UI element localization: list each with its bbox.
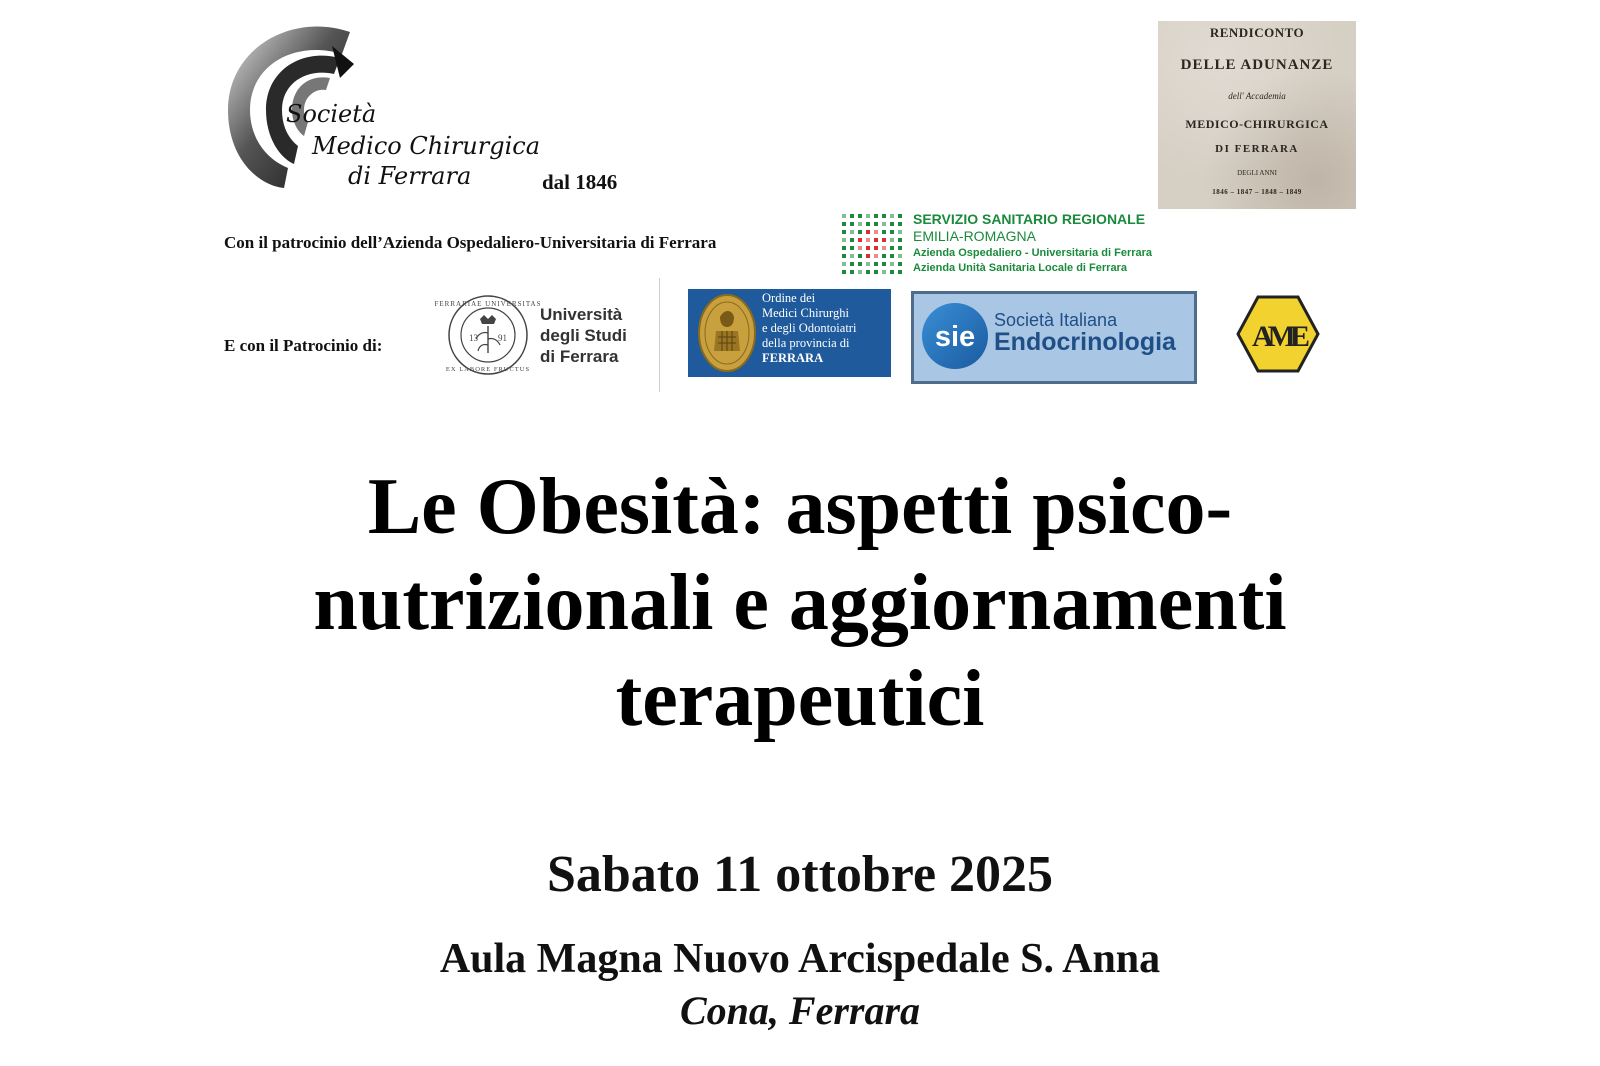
ssr-dot [866, 246, 870, 250]
book-line6: DEGLI ANNI [1237, 169, 1277, 177]
ssr-dot [850, 230, 854, 234]
book-line5: DI FERRARA [1215, 143, 1299, 155]
ssr-dot [866, 262, 870, 266]
ssr-dot [898, 270, 902, 274]
ssr-dot [882, 222, 886, 226]
ssr-dot [850, 238, 854, 242]
ssr-dot [898, 254, 902, 258]
ssr-dot [898, 246, 902, 250]
ssr-dot [850, 214, 854, 218]
ssr-dot [882, 214, 886, 218]
ssr-dot [890, 214, 894, 218]
order-line3: e degli Odontoiatri [762, 321, 857, 335]
ssr-dot [874, 246, 878, 250]
ssr-logo [840, 210, 1170, 278]
ssr-dot [850, 270, 854, 274]
ssr-dot [898, 230, 902, 234]
university-line3: di Ferrara [540, 347, 619, 366]
event-venue: Aula Magna Nuovo Arcispedale S. Anna [439, 936, 1161, 982]
order-line4: della provincia di [762, 336, 850, 350]
university-seal-icon [434, 293, 542, 377]
society-name-line3: di Ferrara [348, 162, 472, 190]
event-title-line3: terapeutici [615, 655, 985, 743]
sie-line1: Società Italiana [994, 310, 1118, 330]
ssr-dot [882, 262, 886, 266]
society-logo [222, 18, 642, 198]
sie-circle-icon [919, 300, 991, 372]
ssr-dot [890, 246, 894, 250]
order-line5: FERRARA [762, 351, 824, 365]
society-name-line2: Medico Chirurgica [312, 132, 541, 160]
ssr-dot [858, 246, 862, 250]
ssr-dot [858, 270, 862, 274]
book-cover-image [1158, 21, 1356, 209]
ssr-dot [858, 230, 862, 234]
university-line2: degli Studi [540, 326, 627, 345]
ssr-dot [842, 214, 846, 218]
ssr-dot [858, 238, 862, 242]
svg-text:13: 13 [469, 333, 478, 343]
ssr-dot [874, 254, 878, 258]
ssr-dot [898, 238, 902, 242]
ssr-dot [842, 222, 846, 226]
svg-text:FERRARIAE UNIVERSITAS: FERRARIAE UNIVERSITAS [434, 300, 542, 308]
book-line3: dell' Accademia [1228, 91, 1286, 101]
ssr-line2: EMILIA-ROMAGNA [913, 228, 1036, 244]
ssr-dot [890, 230, 894, 234]
ssr-dot [842, 230, 846, 234]
ssr-dot [874, 262, 878, 266]
ssr-line3: Azienda Ospedaliero - Universitaria di Ferrara [913, 247, 1153, 259]
ssr-dot [858, 214, 862, 218]
ssr-dot [898, 214, 902, 218]
svg-text:91: 91 [498, 333, 507, 343]
patronage-secondary-text: E con il Patrocinio di: [224, 336, 383, 355]
ssr-dots-icon [840, 212, 906, 278]
ssr-dot [850, 254, 854, 258]
ssr-dot [866, 222, 870, 226]
ssr-dot [874, 222, 878, 226]
event-title-line2: nutrizionali e aggiornamenti [313, 559, 1287, 647]
event-title-line1: Le Obesità: aspetti psico- [367, 463, 1233, 551]
ssr-dot [874, 238, 878, 242]
ssr-dot [842, 262, 846, 266]
ssr-dot [898, 262, 902, 266]
ssr-dot [898, 222, 902, 226]
event-city: Cona, Ferrara [679, 988, 921, 1033]
ssr-dot [858, 254, 862, 258]
ssr-dot [882, 254, 886, 258]
ssr-dot [890, 262, 894, 266]
logo-divider [659, 278, 660, 392]
svg-text:EX LABORE FRUCTUS: EX LABORE FRUCTUS [445, 366, 531, 373]
ssr-dot [866, 238, 870, 242]
book-line2: DELLE ADUNANZE [1180, 57, 1334, 73]
ssr-line4: Azienda Unità Sanitaria Locale di Ferrara [913, 262, 1127, 274]
ssr-dot [890, 222, 894, 226]
society-since: dal 1846 [542, 170, 618, 194]
university-line1: Università [540, 305, 623, 324]
sie-line2: Endocrinologia [994, 328, 1176, 356]
ame-letters: AME [1252, 320, 1304, 353]
medical-order-logo [688, 289, 891, 377]
ssr-dot [882, 246, 886, 250]
ame-logo [1236, 294, 1320, 374]
book-line7: 1846 – 1847 – 1848 – 1849 [1212, 188, 1302, 196]
ssr-dot [882, 238, 886, 242]
ssr-dot [882, 270, 886, 274]
ssr-dot [882, 230, 886, 234]
ssr-dot [858, 262, 862, 266]
ssr-dot [890, 238, 894, 242]
ssr-dot [890, 270, 894, 274]
sie-mark: sie [934, 321, 976, 353]
ssr-dot [874, 214, 878, 218]
ssr-dot [866, 230, 870, 234]
ssr-dot [842, 254, 846, 258]
ssr-dot [866, 214, 870, 218]
order-line2: Medici Chirurghi [762, 306, 849, 320]
ssr-dot [850, 246, 854, 250]
society-name-line1: Società [286, 100, 377, 128]
book-line4: MEDICO-CHIRURGICA [1185, 117, 1329, 131]
ssr-dot [842, 238, 846, 242]
ssr-dot [850, 262, 854, 266]
book-line1: RENDICONTO [1209, 25, 1305, 40]
ssr-dot [858, 222, 862, 226]
medical-order-seal-icon [696, 293, 758, 373]
ssr-dot [842, 246, 846, 250]
patronage-primary-text: Con il patrocinio dell’Azienda Ospedaliero-Universitaria di Ferrara [224, 233, 717, 252]
ssr-dot [866, 270, 870, 274]
ssr-line1: SERVIZIO SANITARIO REGIONALE [913, 211, 1146, 227]
ssr-dot [874, 270, 878, 274]
event-date: Sabato 11 ottobre 2025 [546, 846, 1054, 903]
sie-logo [911, 291, 1197, 384]
ssr-dot [890, 254, 894, 258]
ssr-dot [874, 230, 878, 234]
order-line1: Ordine dei [762, 291, 816, 305]
ssr-dot [850, 222, 854, 226]
ssr-dot [842, 270, 846, 274]
ssr-dot [866, 254, 870, 258]
